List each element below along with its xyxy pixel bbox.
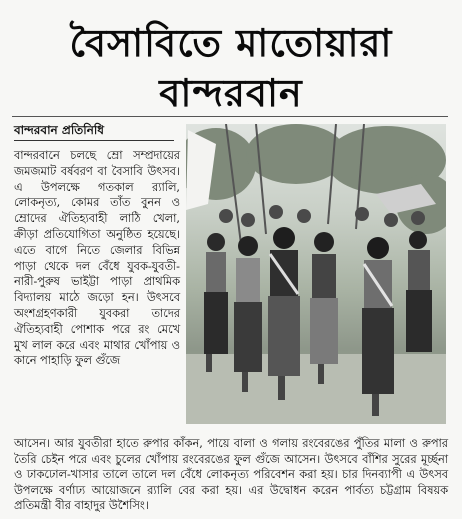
byline-underline bbox=[14, 140, 174, 141]
ground bbox=[186, 354, 446, 424]
article-full-width-text: আসেন। আর যুবতীরা হাতে রুপার কাঁকন, পায়ে বালা ও গলায় রংবেরঙের পুঁতির মালা ও রুপার তৈরি চেইন পরে এবং চুলের খোঁপায় রংবেরঙের ফুল গুঁজে আসেন। উৎসবে বাঁশির সুরের মূর্চ্ছনা ও ঢাকঢোল-খাসার তালে তালে দল বেঁধে লোকনৃত্য পরিবেশন করা হয়। চার দিনব্যাপী এ উৎসব উপলক্ষে বর্ণাঢ্য আয়োজনে র‍্যালি বের করা হয়। এর উদ্বোধন করেন পার্বত্য চট্টগ্রাম বিষয়ক প্রতিমন্ত্রী বীর বাহাদুর উশৈসিং। bbox=[14, 437, 448, 513]
photo-illustration bbox=[186, 124, 446, 424]
headline-line-2: বান্দরবান bbox=[159, 71, 303, 115]
article-photo bbox=[186, 124, 446, 424]
headline-divider bbox=[12, 116, 448, 117]
dancer bbox=[310, 232, 338, 384]
article-column-text: বান্দরবানে চলছে ম্রো সম্প্রদায়ের জমজমাট বর্ষবরণ বা বৈসাবি উৎসব। এ উপলক্ষে গতকাল র‍্যালি, লোকনৃত্য, কোমর তাঁত বুনন ও ম্রোদের ঐতিহ্যবাহী লাঠি খেলা, ক্রীড়া প্রতিযোগিতা অনুষ্ঠিত হয়েছে। এতে বাগে নিতে জেলার বিভিন্ন পাড়া থেকে দল বেঁধে যুবক-যুবতী-নারী-পুরুষ ভাইট্টা পাড়া প্রাথমিক বিদ্যালয় মাঠে জড়ো হন। উৎসবে অংশগ্রহণকারী যুবকরা তাদের ঐতিহ্যবাহী পোশাক পরে রং মেখে মুখ লাল করে এবং মাথার খোঁপায় ও কানে পাহাড়ি ফুল গুঁজে bbox=[14, 149, 180, 368]
dancer bbox=[234, 236, 262, 392]
dancer bbox=[362, 237, 394, 416]
headline bbox=[0, 18, 462, 118]
dancer bbox=[204, 233, 228, 372]
headline-line-1: বৈসাবিতে মাতোয়ারা bbox=[69, 21, 393, 65]
dancer bbox=[406, 231, 432, 352]
byline: বান্দরবান প্রতিনিধি bbox=[14, 123, 105, 137]
dancer bbox=[268, 227, 300, 400]
